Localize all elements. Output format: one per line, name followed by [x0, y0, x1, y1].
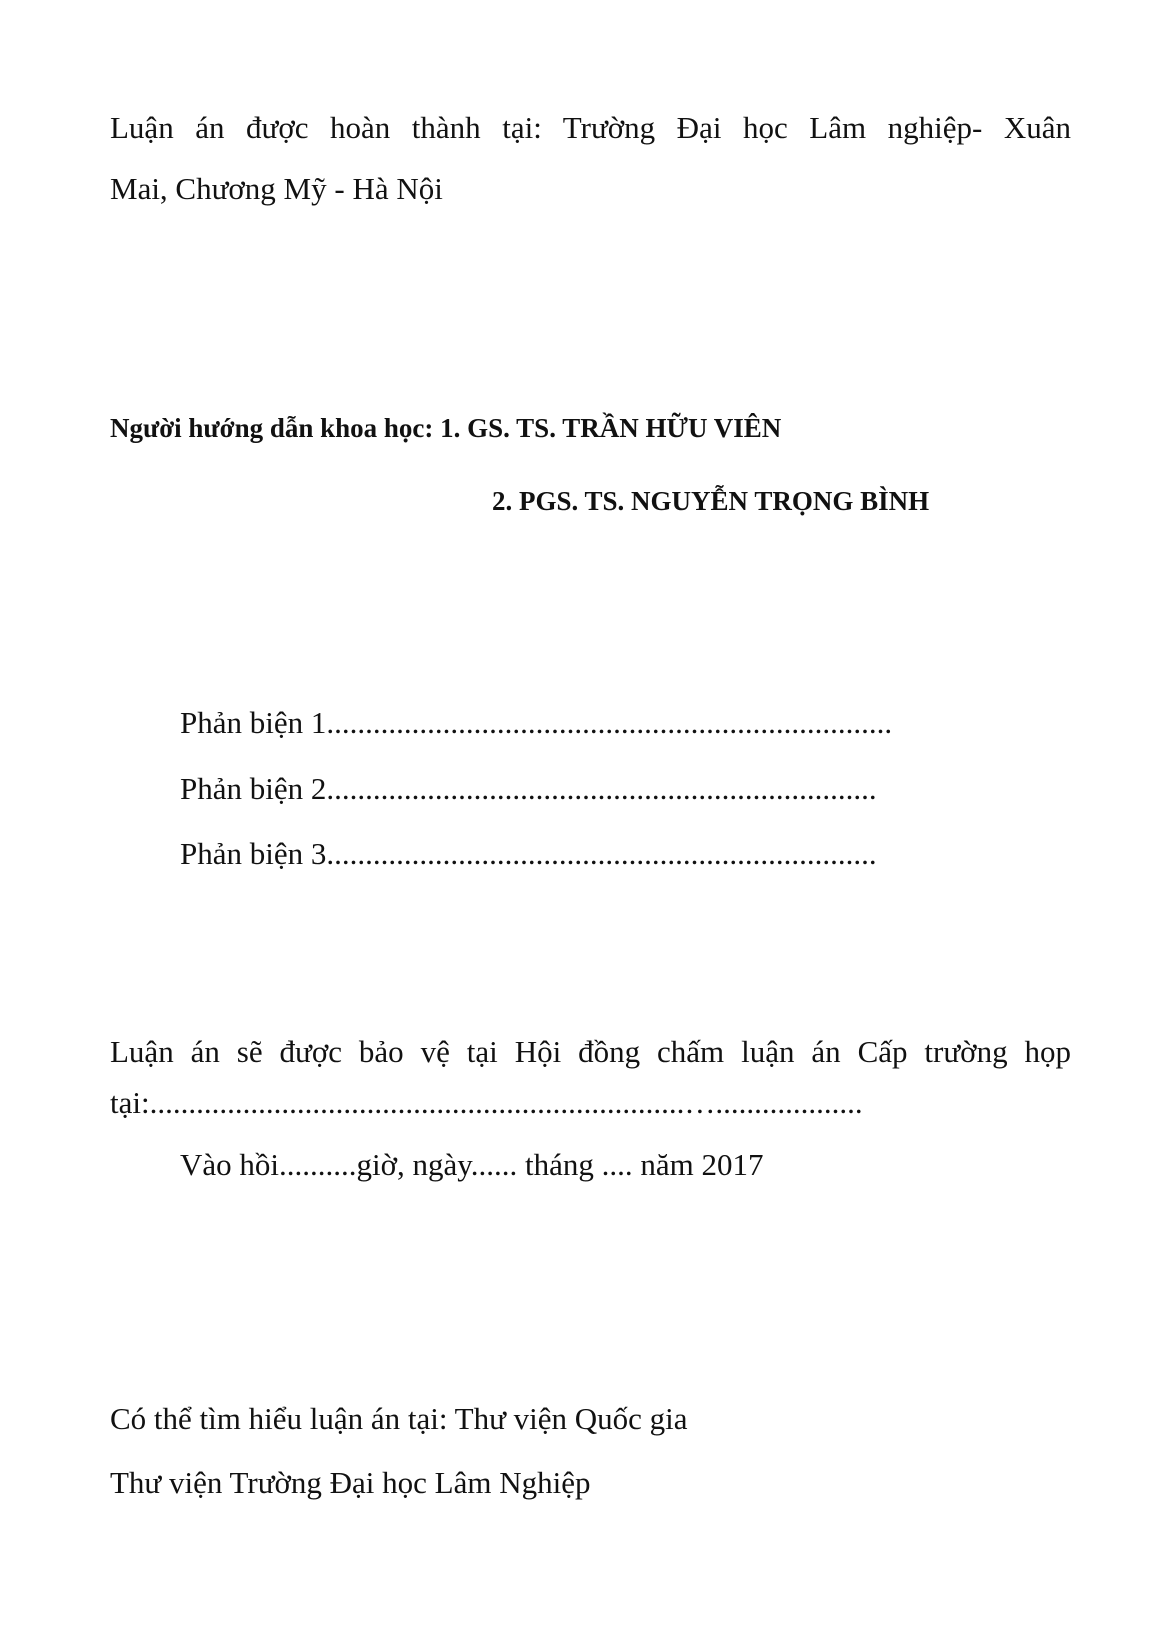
- library-line-2: Thư viện Trường Đại học Lâm Nghiệp: [110, 1465, 591, 1500]
- completion-line-2: Mai, Chương Mỹ - Hà Nội: [110, 171, 443, 206]
- defense-line-1: Luận án sẽ được bảo vệ tại Hội đồng chấm luận án Cấp trường họp: [110, 1034, 1071, 1069]
- reviewer-2-line: Phản biện 2.......................................................................: [180, 771, 877, 806]
- supervisor-line-1: Người hướng dẫn khoa học: 1. GS. TS. TRẦN HỮU VIÊN: [110, 413, 782, 443]
- reviewer-1-line: Phản biện 1.........................................................................: [180, 705, 893, 740]
- defense-location-line: tại:.....................................................................…...................: [110, 1085, 863, 1120]
- reviewer-3-line: Phản biện 3.......................................................................: [180, 836, 877, 871]
- supervisor-line-2: 2. PGS. TS. NGUYỄN TRỌNG BÌNH: [492, 486, 930, 516]
- defense-time-line: Vào hồi..........giờ, ngày...... tháng .... năm 2017: [180, 1147, 764, 1182]
- library-line-1: Có thể tìm hiểu luận án tại: Thư viện Quốc gia: [110, 1401, 688, 1436]
- completion-line-1: Luận án được hoàn thành tại: Trường Đại học Lâm nghiệp- Xuân: [110, 110, 1071, 145]
